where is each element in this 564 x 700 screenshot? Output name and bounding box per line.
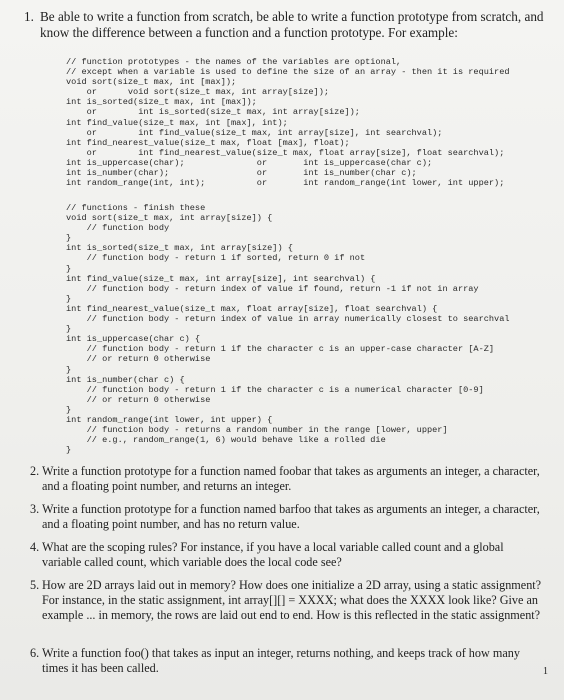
question-3 xyxy=(30,502,542,532)
question-number: 3. xyxy=(30,502,40,516)
question-number: 1. xyxy=(24,9,34,24)
question-number: 6. xyxy=(30,646,40,660)
question-number: 4. xyxy=(30,540,40,554)
question-number: 2. xyxy=(30,464,40,478)
question-text: What are the scoping rules? For instance, if you have a local variable called count and a global variable called count, which variable does the local code see? xyxy=(42,540,504,569)
question-text: Be able to write a function from scratch, be able to write a function prototype from scratch, and know the difference between a function and a function prototype. For example: xyxy=(40,9,544,40)
question-text: Write a function prototype for a function named barfoo that takes as arguments an integer, a character, and a floating point number, and has no return value. xyxy=(42,502,540,531)
question-text: Write a function prototype for a function named foobar that takes as arguments an integer, a character, and a floating point number, and returns an integer. xyxy=(42,464,540,493)
prototypes-code-block: // function prototypes - the names of the variables are optional, // except when a variable is used to define the size of an array - then it is required void sort(size_t max, int [max]); or void sort(size_t max, int array[size]); int is_sorted(size_t max, int [max]); or int is_sorted(size_t max, int array[size]); int find_value(size_t max, int [max], int); or int find_value(size_t max, int array[size], int searchval); int find_nearest_value(size_t max, float [max], float); or int find_nearest_value(size_t max, float array[size], float searchval); int is_uppercase(char); or int is_uppercase(char c); int is_number(char); or int is_number(char c); int random_range(int, int); or int random_range(int lower, int upper); xyxy=(66,57,510,189)
functions-code-block: // functions - finish these void sort(size_t max, int array[size]) { // function body } int is_sorted(size_t max, int array[size]) { // function body - return 1 if sorted, return 0 if not } int find_value(size_t max, int array[size], int searchval) { // function body - return index of value if found, return -1 if not in array } int find_nearest_value(size_t max, float array[size], float searchval) { // function body - return index of value in array numerically closest to searchval } int is_uppercase(char c) { // function body - return 1 if the character c is an upper-case character [A-Z] // or return 0 otherwise } int is_number(char c) { // function body - return 1 if the character c is a numerical character [0-9] // or return 0 otherwise } int random_range(int lower, int upper) { // function body - returns a random number in the range [lower, upper] // e.g., random_range(1, 6) would behave like a rolled die } xyxy=(66,203,510,456)
question-5 xyxy=(30,578,542,622)
question-text: Write a function foo() that takes as input an integer, returns nothing, and keeps track of how many times it has been called. xyxy=(42,646,520,675)
question-text: How are 2D arrays laid out in memory? How does one initialize a 2D array, using a static assignment? For instance, in the static assignment, int array[][] = XXXX; what does the XXXX look like? Give an example ... in memory, the rows are laid out end to end. How is this reflected in the static assignment? xyxy=(42,578,542,622)
page-number: 1 xyxy=(543,666,548,677)
question-2 xyxy=(30,464,542,494)
question-6 xyxy=(30,646,542,676)
question-number: 5. xyxy=(30,578,40,592)
question-4 xyxy=(30,540,542,570)
